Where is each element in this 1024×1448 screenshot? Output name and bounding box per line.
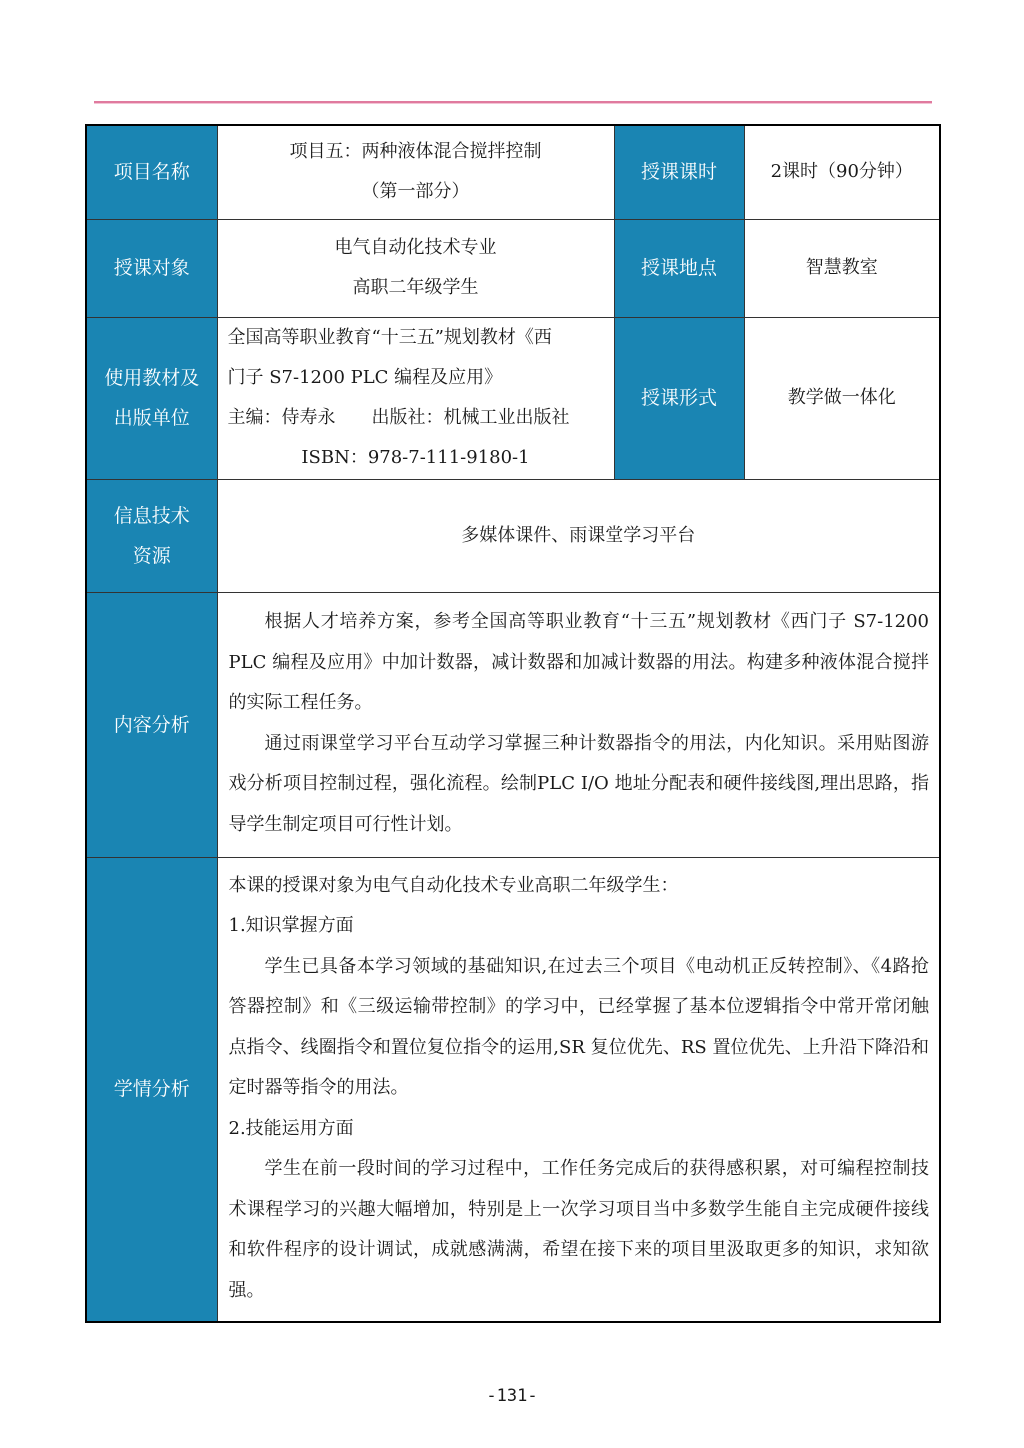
content-analysis-para1: 根据人才培养方案，参考全国高等职业教育“十三五”规划教材《西门子 S7-1200 PLC 编程及应用》中加计数器，减计数器和加减计数器的用法。构建多种液体混合搅拌的实际工程任务。 (228, 611, 929, 713)
lesson-plan-table (85, 124, 941, 1323)
value-location: 智慧教室 (744, 219, 940, 317)
label-teaching-form: 授课形式 (614, 317, 744, 479)
learner-analysis-heading2: 2.技能运用方面 (228, 1117, 354, 1139)
value-learner-analysis (217, 857, 940, 1322)
row-audience (86, 219, 940, 317)
content-analysis-para2: 通过雨课堂学习平台互动学习掌握三种计数器指令的用法，内化知识。采用贴图游戏分析项目控制过程，强化流程。绘制PLC I/O 地址分配表和硬件接线图,理出思路，指导学生制定项目可行性计划。 (228, 732, 929, 835)
textbook-isbn: ISBN：978-7-111-9180-1 (301, 447, 530, 468)
label-location: 授课地点 (614, 219, 744, 317)
project-name-line1: 项目五：两种液体混合搅拌控制 (289, 141, 542, 163)
value-textbook (217, 317, 614, 479)
label-project-name: 项目名称 (86, 125, 217, 219)
it-resources-label-line1: 信息技术 (113, 504, 190, 527)
value-it-resources: 多媒体课件、雨课堂学习平台 (217, 479, 940, 592)
label-content-analysis: 内容分析 (86, 592, 217, 857)
value-project-name (217, 125, 614, 219)
textbook-label-line2: 出版单位 (113, 407, 190, 429)
it-resources-label-line2: 资源 (132, 544, 171, 567)
row-project-name (86, 125, 940, 219)
page-number: -131- (486, 1386, 538, 1406)
learner-analysis-intro: 本课的授课对象为电气自动化技术专业高职二年级学生： (228, 874, 679, 896)
learner-analysis-para2: 学生在前一段时间的学习过程中，工作任务完成后的获得感积累，对可编程控制技术课程学习的兴趣大幅增加，特别是上一次学习项目当中多数学生能自主完成硬件接线和软件程序的设计调试，成就感满满，希望在接下来的项目里汲取更多的知识，求知欲强。 (228, 1158, 929, 1301)
row-textbook (86, 317, 940, 479)
textbook-line1: 全国高等职业教育“十三五”规划教材《西 (227, 327, 552, 348)
label-audience: 授课对象 (86, 219, 217, 317)
row-it-resources (86, 479, 940, 592)
textbook-line3: 主编：侍寿永 出版社：机械工业出版社 (227, 407, 570, 428)
header-rule (94, 101, 932, 104)
label-textbook (86, 317, 217, 479)
audience-line2: 高职二年级学生 (352, 277, 479, 298)
textbook-label-line1: 使用教材及 (104, 367, 200, 389)
learner-analysis-para1: 学生已具备本学习领域的基础知识,在过去三个项目《电动机正反转控制》、《4路抢答器控制》和《三级运输带控制》的学习中，已经掌握了基本位逻辑指令中常开常闭触点指令、线圈指令和置位复位指令的运用,SR 复位优先、RS 置位优先、上升沿下降沿和定时器等指令的用法。 (228, 955, 929, 1098)
label-it-resources (86, 479, 217, 592)
label-class-hours: 授课课时 (614, 125, 744, 219)
value-audience (217, 219, 614, 317)
value-class-hours: 2课时（90分钟） (744, 125, 940, 219)
project-name-line2: （第一部分） (361, 181, 470, 203)
label-learner-analysis: 学情分析 (86, 857, 217, 1322)
textbook-line2: 门子 S7-1200 PLC 编程及应用》 (227, 367, 503, 388)
value-teaching-form: 教学做一体化 (744, 317, 940, 479)
row-content-analysis (86, 592, 940, 857)
audience-line1: 电气自动化技术专业 (334, 237, 497, 258)
value-content-analysis (217, 592, 940, 857)
row-learner-analysis (86, 857, 940, 1322)
learner-analysis-heading1: 1.知识掌握方面 (228, 915, 354, 936)
